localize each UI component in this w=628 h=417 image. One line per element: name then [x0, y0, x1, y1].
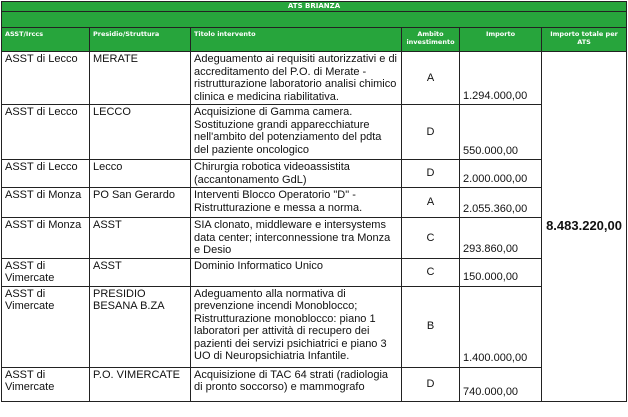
cell-titolo: Acquisizione di Gamma camera. Sostituzione grandi apparecchiature nell'ambito del potenziamento del pdta del paziente oncologico — [191, 105, 402, 160]
cell-titolo: Interventi Blocco Operatorio "D" - Ristrutturazione e messa a norma. — [191, 188, 402, 218]
cell-importo: 740.000,00 — [460, 367, 542, 401]
table-row — [2, 258, 627, 286]
cell-ambito: C — [402, 218, 460, 259]
cell-asst: ASST di Vimercate — [2, 367, 90, 401]
cell-ambito: B — [402, 286, 460, 367]
cell-presidio: PRESIDIO BESANA B.ZA — [90, 286, 191, 367]
table-title: ATS BRIANZA — [2, 2, 627, 12]
cell-presidio: LECCO — [90, 105, 191, 160]
table-row — [2, 160, 627, 188]
table-row — [2, 188, 627, 218]
cell-asst: ASST di Monza — [2, 218, 90, 259]
col-header-presidio: Presidio/Struttura — [90, 28, 191, 52]
cell-presidio: PO San Gerardo — [90, 188, 191, 218]
cell-importo: 293.860,00 — [460, 218, 542, 259]
col-header-importo: Importo — [460, 28, 542, 52]
col-header-asst: ASST/Irccs — [2, 28, 90, 52]
cell-importo-totale: 8.483.220,00 — [542, 52, 627, 402]
table-row — [2, 367, 627, 401]
cell-titolo: Dominio Informatico Unico — [191, 258, 402, 286]
table-row — [2, 52, 627, 105]
table-row — [2, 105, 627, 160]
col-header-ambito: Ambito investimento — [402, 28, 460, 52]
cell-presidio: ASST — [90, 218, 191, 259]
cell-presidio: Lecco — [90, 160, 191, 188]
cell-importo: 2.055.360,00 — [460, 188, 542, 218]
cell-asst: ASST di Lecco — [2, 160, 90, 188]
cell-importo: 550.000,00 — [460, 105, 542, 160]
cell-ambito: D — [402, 367, 460, 401]
cell-ambito: A — [402, 52, 460, 105]
cell-asst: ASST di Vimercate — [2, 286, 90, 367]
cell-titolo: SIA clonato, middleware e intersystems data center; interconnessione tra Monza e Desio — [191, 218, 402, 259]
cell-ambito: D — [402, 105, 460, 160]
cell-ambito: A — [402, 188, 460, 218]
header-spacer — [2, 12, 627, 28]
cell-ambito: C — [402, 258, 460, 286]
cell-presidio: P.O. VIMERCATE — [90, 367, 191, 401]
cell-importo: 1.400.000,00 — [460, 286, 542, 367]
cell-presidio: ASST — [90, 258, 191, 286]
table-row — [2, 286, 627, 367]
ats-table-container — [1, 1, 626, 402]
cell-importo: 150.000,00 — [460, 258, 542, 286]
ats-brianza-table — [1, 1, 627, 402]
col-header-titolo: Titolo intervento — [191, 28, 402, 52]
cell-titolo: Acquisizione di TAC 64 strati (radiologia di pronto soccorso) e mammografo — [191, 367, 402, 401]
cell-ambito: D — [402, 160, 460, 188]
cell-asst: ASST di Lecco — [2, 52, 90, 105]
col-header-totale: Importo totale per ATS — [542, 28, 627, 52]
cell-presidio: MERATE — [90, 52, 191, 105]
cell-titolo: Adeguamento ai requisiti autorizzativi e di accreditamento del P.O. di Merate - ristrutturazione laboratorio analisi chimico clinica e medicina riabilitativa. — [191, 52, 402, 105]
table-row — [2, 218, 627, 259]
cell-asst: ASST di Monza — [2, 188, 90, 218]
cell-titolo: Adeguamento alla normativa di prevenzione incendi Monoblocco; Ristrutturazione monoblocco: piano 1 laboratori per attività di recupero dei pazienti dei servizi psichiatrici e piano 3 UO di Neuropsichiatria Infantile. — [191, 286, 402, 367]
cell-asst: ASST di Vimercate — [2, 258, 90, 286]
cell-asst: ASST di Lecco — [2, 105, 90, 160]
cell-titolo: Chirurgia robotica videoassistita (accantonamento GdL) — [191, 160, 402, 188]
cell-importo: 1.294.000,00 — [460, 52, 542, 105]
cell-importo: 2.000.000,00 — [460, 160, 542, 188]
